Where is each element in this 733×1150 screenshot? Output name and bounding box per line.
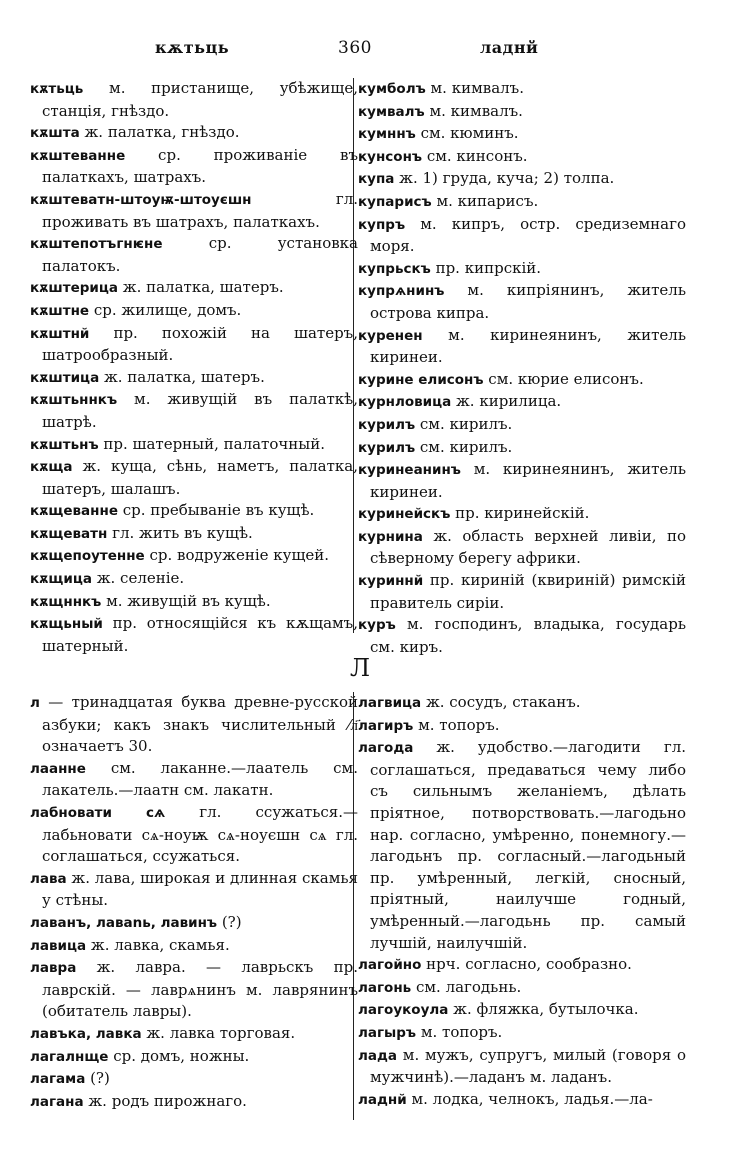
entry-definition: м. господинъ, владыка, государь см. киръ. — [370, 615, 686, 656]
entry-definition: м. кимвалъ. — [424, 101, 523, 120]
entry-headword: лада — [358, 1047, 398, 1064]
entry-definition: пр. кипрскій. — [430, 258, 542, 277]
dictionary-entry — [30, 500, 358, 523]
entry-headword: кѫщепоутенне — [30, 548, 145, 565]
dictionary-entry — [30, 189, 358, 233]
entry-definition: м. киринеянинъ, житель киринеи. — [370, 325, 686, 367]
entry-headword: куриннй — [358, 573, 424, 590]
entry-definition: см. кинсонъ. — [422, 146, 528, 165]
dictionary-entry — [30, 591, 358, 614]
entry-definition: ср. жилище, домъ. — [89, 300, 242, 319]
dictionary-entry — [358, 414, 686, 437]
entry-headword: купарисъ — [358, 193, 432, 210]
entry-headword: кѫштнй — [30, 325, 90, 342]
dictionary-entry — [358, 101, 686, 124]
entry-headword: кѫштерица — [30, 280, 118, 297]
entry-headword: купа — [358, 171, 395, 188]
entry-definition: ср. пребываніе въ кущѣ. — [117, 501, 315, 520]
entry-definition: ж. лава, широкая и длинная скамья у стѣны. — [42, 868, 358, 910]
entry-headword: купръ — [358, 216, 406, 233]
entry-headword: куринеанинъ — [358, 462, 461, 479]
entry-definition: ср. установка палатокъ. — [42, 234, 358, 275]
entry-headword: кѫщица — [30, 571, 92, 588]
dictionary-entry — [358, 437, 686, 460]
entry-headword: курине елисонъ — [358, 371, 484, 388]
dictionary-entry — [30, 233, 358, 277]
dictionary-entry — [358, 369, 686, 392]
column-bottom-left — [30, 692, 358, 1113]
entry-headword: куринейскъ — [358, 506, 451, 523]
entry-headword: купрѧнинъ — [358, 283, 445, 300]
entry-headword: лавра — [30, 960, 77, 977]
entry-definition: ж. куща, сѣнь, наметъ, палатка, шатеръ, шалашъ. — [42, 457, 358, 498]
entry-definition: см. кюминъ. — [415, 124, 519, 143]
entry-headword: кѫштеванне — [30, 147, 126, 164]
entry-definition: м. топоръ. — [413, 715, 500, 734]
dictionary-entry — [358, 280, 686, 324]
entry-definition: м. мужъ, супругъ, милый (говоря о мужчинѣ).—ладанъ м. ладанъ. — [370, 1045, 686, 1087]
entry-headword: лагыръ — [358, 1024, 417, 1041]
entry-headword: кѫщеванне — [30, 503, 118, 520]
entry-headword: кѫщеватн — [30, 525, 108, 542]
dictionary-entry — [358, 168, 686, 191]
entry-definition: м. лодка, челнокъ, ладья.—ла- — [406, 1089, 653, 1108]
entry-definition: ж. палатка, шатеръ. — [118, 278, 284, 297]
dictionary-entry — [358, 146, 686, 169]
entry-definition: — тринадцатая буква древне-русской азбуки; какъ знакъ числительный ⁄л҃ означаетъ 30. — [39, 693, 358, 756]
entry-headword: кѫштеватн-штоуѭ-штоуєшн — [30, 191, 252, 208]
entry-headword: лабновати сѧ — [30, 804, 166, 821]
entry-definition: пр. относящійся къ кѫщамъ, шатерный. — [42, 614, 358, 655]
entry-definition: ж. сосудъ, стаканъ. — [421, 693, 581, 711]
dictionary-entry — [30, 78, 358, 122]
column-top-left — [30, 78, 358, 657]
dictionary-entry — [358, 459, 686, 503]
entry-headword: кѫщннкъ — [30, 593, 102, 610]
dictionary-entry — [358, 214, 686, 258]
dictionary-entry — [358, 526, 686, 570]
entry-definition: гл. ссужаться.—лабьновати сѧ-ноуѭ сѧ-ноуєшн сѧ гл. соглашаться, ссужаться. — [42, 802, 358, 866]
entry-definition: м. кипръ, остр. средиземнаго моря. — [370, 214, 686, 256]
entry-definition: ж. селеніе. — [91, 569, 185, 588]
entry-headword: лагиръ — [358, 717, 414, 734]
dictionary-entry — [358, 692, 686, 715]
dictionary-entry — [30, 323, 358, 367]
entry-definition: ж. удобство.—лагодити гл. соглашаться, предаваться чему либо съ сильнымъ желаніемъ, дѣлать пріятное, потворствовать.—лагодьно нар. согласно, умѣренно, понемногу.—лагодьнъ пр. согласный.—лагодьный пр. умѣренный, легкій, сносный, пріятный, наилучше годный, умѣренный.—лагодьнь пр. самый лучшій, наилучшій. — [370, 738, 686, 952]
entry-definition: ж. 1) груда, куча; 2) толпа. — [394, 169, 615, 188]
dictionary-entry — [30, 545, 358, 568]
dictionary-entry — [30, 277, 358, 300]
page-number: 360 — [338, 38, 372, 58]
dictionary-entry — [358, 123, 686, 146]
entry-definition: м. пристанище, убѣжище, станція, гнѣздо. — [42, 79, 358, 120]
entry-definition: пр. киринейскій. — [450, 504, 590, 523]
section-letter: Л — [350, 654, 371, 682]
entry-headword: курилъ — [358, 439, 416, 456]
dictionary-entry — [30, 456, 358, 500]
entry-headword: куръ — [358, 617, 396, 634]
entry-headword: кѫща — [30, 459, 73, 476]
entry-headword: лавъка, лавка — [30, 1025, 142, 1042]
entry-headword: кумннъ — [358, 126, 416, 143]
entry-headword: кумвалъ — [358, 103, 425, 120]
running-head-left: кѫтьць — [155, 38, 230, 57]
entry-definition: гл. жить въ кущѣ. — [107, 523, 253, 542]
entry-headword: кѫтьць — [30, 81, 84, 97]
dictionary-entry — [358, 1045, 686, 1089]
entry-headword: курнина — [358, 528, 423, 545]
dictionary-entry — [30, 692, 358, 758]
entry-headword: курнловица — [358, 394, 452, 411]
dictionary-entry — [358, 954, 686, 977]
entry-definition: см. лаканне.—лаатель см. лакатель.—лаатн см. лакатн. — [42, 758, 358, 800]
entry-headword: лагвица — [358, 695, 422, 711]
entry-definition: м. киринеянинъ, житель киринеи. — [370, 460, 686, 501]
entry-definition: гл. проживать въ шатрахъ, палаткахъ. — [42, 189, 358, 231]
entry-headword: лаванъ, лаваnь, лавинъ — [30, 914, 218, 931]
entry-headword: ладнй — [358, 1091, 407, 1108]
entry-definition: ж. родъ пирожнаго. — [83, 1091, 247, 1110]
entry-definition: ж. палатка, гнѣздо. — [79, 123, 240, 142]
entry-definition: пр. кириній (квириній) римскій правитель сиріи. — [370, 571, 686, 612]
dictionary-entry — [30, 568, 358, 591]
entry-definition: ж. область верхней ливіи, по сѣверному берегу африки. — [370, 526, 686, 568]
entry-headword: л — [30, 695, 40, 711]
entry-definition: ж. лавка торговая. — [141, 1023, 296, 1042]
entry-headword: лагалнще — [30, 1048, 109, 1065]
entry-headword: лаанне — [30, 760, 86, 777]
dictionary-entry — [358, 977, 686, 1000]
dictionary-entry — [30, 367, 358, 390]
dictionary-entry — [30, 935, 358, 958]
entry-headword: кумболъ — [358, 81, 426, 97]
entry-headword: кунсонъ — [358, 148, 423, 165]
entry-definition: (?) — [217, 912, 242, 931]
dictionary-entry — [358, 258, 686, 281]
dictionary-entry — [358, 999, 686, 1022]
entry-definition: м. живущій въ кущѣ. — [101, 591, 271, 610]
entry-definition: (?) — [85, 1069, 110, 1088]
dictionary-entry — [30, 1046, 358, 1069]
entry-headword: лава — [30, 870, 67, 887]
column-top-right — [358, 78, 686, 658]
dictionary-entry — [30, 1023, 358, 1046]
entry-definition: м. кипарисъ. — [431, 191, 539, 210]
dictionary-entry — [30, 758, 358, 802]
dictionary-entry — [358, 391, 686, 414]
entry-headword: лагойно — [358, 957, 422, 974]
entry-headword: купрьскъ — [358, 260, 431, 277]
entry-definition: ж. палатка, шатеръ. — [99, 367, 265, 386]
entry-definition: м. кимвалъ. — [425, 79, 524, 97]
entry-headword: лагонь — [358, 979, 412, 996]
entry-headword: курилъ — [358, 416, 416, 433]
entry-headword: лагода — [358, 740, 414, 757]
dictionary-entry — [30, 957, 358, 1023]
entry-headword: лагоукоула — [358, 1002, 449, 1019]
entry-headword: кѫштне — [30, 302, 90, 319]
dictionary-entry — [358, 503, 686, 526]
dictionary-entry — [30, 613, 358, 657]
entry-definition: ж. кирилица. — [451, 392, 562, 411]
entry-definition: м. кипріянинъ, житель острова кипра. — [370, 281, 686, 322]
column-bottom-right — [358, 692, 686, 1111]
dictionary-entry — [30, 389, 358, 433]
entry-definition: см. кирилъ. — [415, 414, 513, 433]
entry-definition: см. кюрие елисонъ. — [483, 369, 644, 388]
dictionary-entry — [358, 1089, 686, 1112]
dictionary-entry — [30, 300, 358, 323]
dictionary-entry — [358, 570, 686, 614]
running-head-right: ладнй — [480, 38, 539, 57]
entry-headword: кѫштепотъгнѥне — [30, 236, 163, 253]
dictionary-entry — [30, 122, 358, 145]
dictionary-entry — [30, 434, 358, 457]
entry-headword: кѫштица — [30, 369, 100, 386]
entry-headword: куренен — [358, 327, 423, 344]
entry-definition: нрч. согласно, сообразно. — [421, 955, 632, 974]
dictionary-entry — [358, 715, 686, 738]
entry-definition: пр. шатерный, палаточный. — [98, 434, 326, 453]
entry-headword: кѫщьный — [30, 616, 103, 633]
dictionary-entry — [358, 191, 686, 214]
dictionary-entry — [358, 737, 686, 954]
dictionary-entry — [30, 1068, 358, 1091]
entry-definition: ж. фляжка, бутылочка. — [448, 1000, 639, 1019]
dictionary-entry — [30, 1091, 358, 1114]
entry-definition: ж. лавра. — лаврьскъ пр. лаврскій. — лаврѧнинъ м. лаврянинъ (обитатель лавры). — [42, 958, 358, 1021]
dictionary-entry — [30, 912, 358, 935]
entry-headword: кѫштьннкъ — [30, 392, 118, 409]
entry-definition: ср. водруженіе кущей. — [144, 546, 330, 565]
dictionary-entry — [30, 523, 358, 546]
dictionary-entry — [30, 868, 358, 912]
entry-headword: кѫштьнъ — [30, 436, 99, 453]
dictionary-entry — [358, 78, 686, 101]
entry-definition: ср. домъ, ножны. — [108, 1046, 250, 1065]
entry-headword: лагама — [30, 1071, 86, 1088]
entry-definition: ср. проживаніе въ палаткахъ, шатрахъ. — [42, 145, 358, 187]
dictionary-entry — [358, 1022, 686, 1045]
entry-headword: лагана — [30, 1093, 84, 1110]
dictionary-entry — [358, 614, 686, 658]
entry-headword: лавица — [30, 937, 87, 954]
entry-definition: см. лагодьнь. — [411, 977, 522, 996]
entry-definition: ж. лавка, скамья. — [86, 935, 230, 954]
entry-definition: см. кирилъ. — [415, 437, 513, 456]
entry-definition: пр. похожій на шатеръ, шатрообразный. — [42, 323, 358, 365]
dictionary-entry — [358, 325, 686, 369]
entry-headword: кѫшта — [30, 125, 80, 142]
entry-definition: м. живущій въ палаткѣ, шатрѣ. — [42, 390, 358, 431]
dictionary-entry — [30, 145, 358, 189]
entry-definition: м. топоръ. — [416, 1022, 503, 1041]
dictionary-entry — [30, 802, 358, 868]
